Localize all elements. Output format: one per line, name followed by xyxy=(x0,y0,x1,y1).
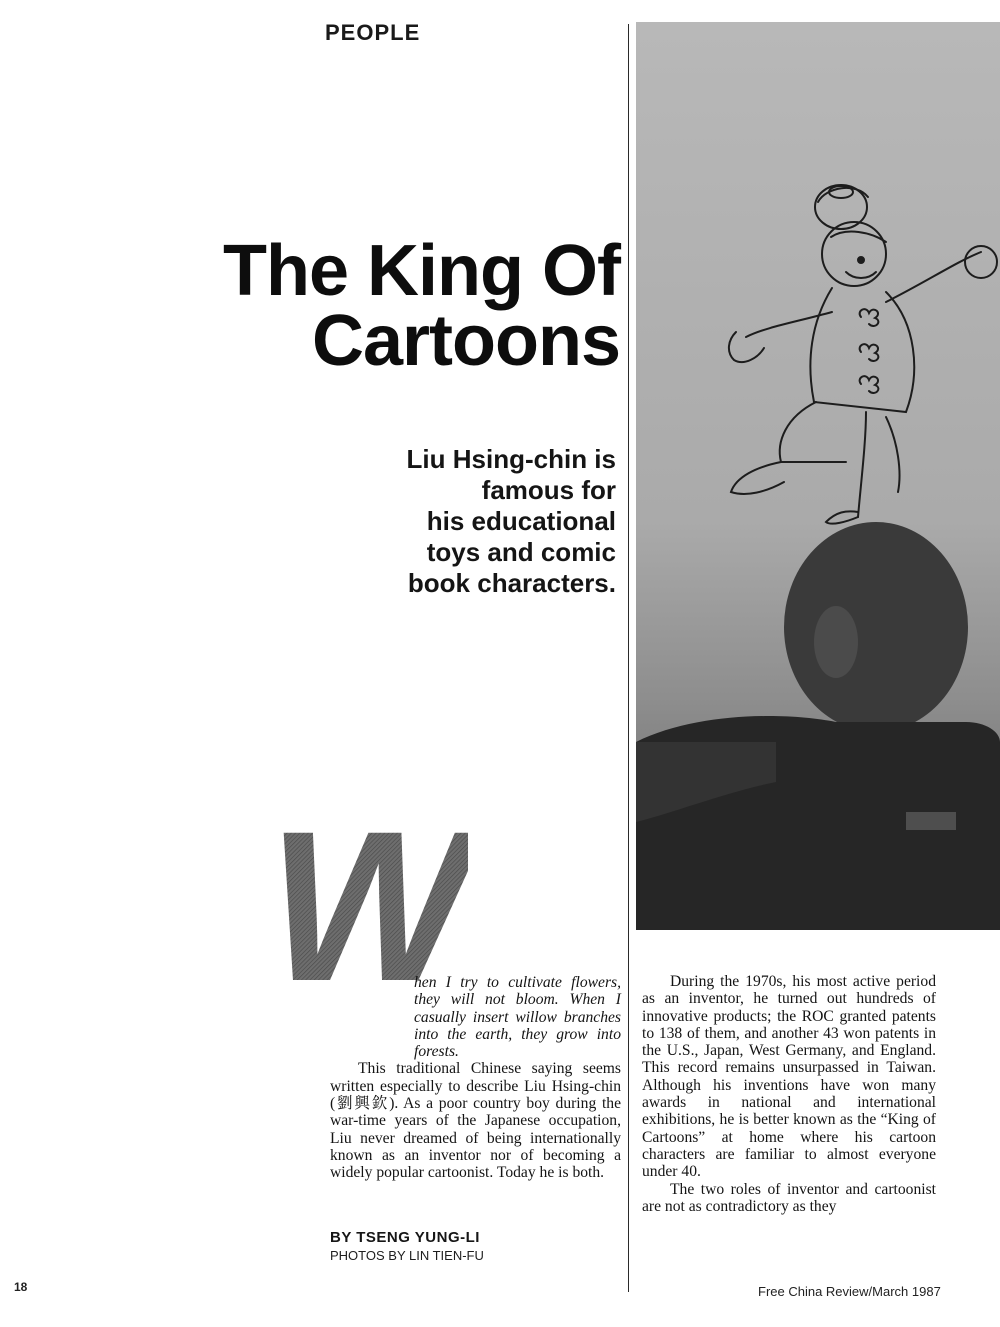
column-divider xyxy=(628,24,629,1292)
byline: BY TSENG YUNG-LI xyxy=(330,1229,480,1246)
subtitle-line: famous for xyxy=(481,475,616,505)
drop-cap-letter xyxy=(268,822,468,988)
photo-credit: PHOTOS BY LIN TIEN-FU xyxy=(330,1248,484,1263)
left-column-text xyxy=(330,974,621,1182)
title-line-2: Cartoons xyxy=(311,301,620,381)
section-label: PEOPLE xyxy=(325,20,421,45)
photo-cartoon-character-over-boy xyxy=(636,22,1000,930)
article-subtitle xyxy=(340,444,616,599)
subtitle-line: toys and comic xyxy=(426,537,616,567)
boy-silhouette xyxy=(636,522,1000,930)
cartoon-character-drawing xyxy=(729,185,997,524)
publication-footer: Free China Review/March 1987 xyxy=(758,1284,941,1299)
body-paragraph: The two roles of inventor and cartoonist are not as contradictory as they xyxy=(642,1180,936,1215)
subtitle-line: book characters. xyxy=(407,568,616,598)
svg-text:W: W xyxy=(268,822,468,988)
body-paragraph: This traditional Chinese saying seems written especially to describe Liu Hsing-chin (劉興欽). As a poor country boy during the war-time years of the Japanese occupation, Liu never dreamed of being internationally known as an inventor nor of becoming a widely popular cartoonist. Today he is both. xyxy=(330,1060,621,1182)
article-title xyxy=(90,231,620,381)
subtitle-line: Liu Hsing-chin is xyxy=(406,444,616,474)
title-line-1: The King Of xyxy=(223,231,620,311)
page-number: 18 xyxy=(14,1280,28,1294)
subtitle-line: his educational xyxy=(426,506,616,536)
body-paragraph: During the 1970s, his most active period as an inventor, he turned out hundreds of innovative products; the ROC granted patents to 138 of them, and another 43 won patents in the U.S., Japan, West Germany, and England. This record remains unsurpassed in Taiwan. Although his inventions have won many awards in national and international exhibitions, he is better known as the “King of Cartoons” at home where his cartoon characters are familiar to almost everyone under 40. xyxy=(642,973,936,1181)
right-column-text xyxy=(642,973,936,1215)
lede-quote: hen I try to cultivate flowers, they will not bloom. When I casually insert willow branches into the earth, they grow into forests. xyxy=(414,974,621,1061)
